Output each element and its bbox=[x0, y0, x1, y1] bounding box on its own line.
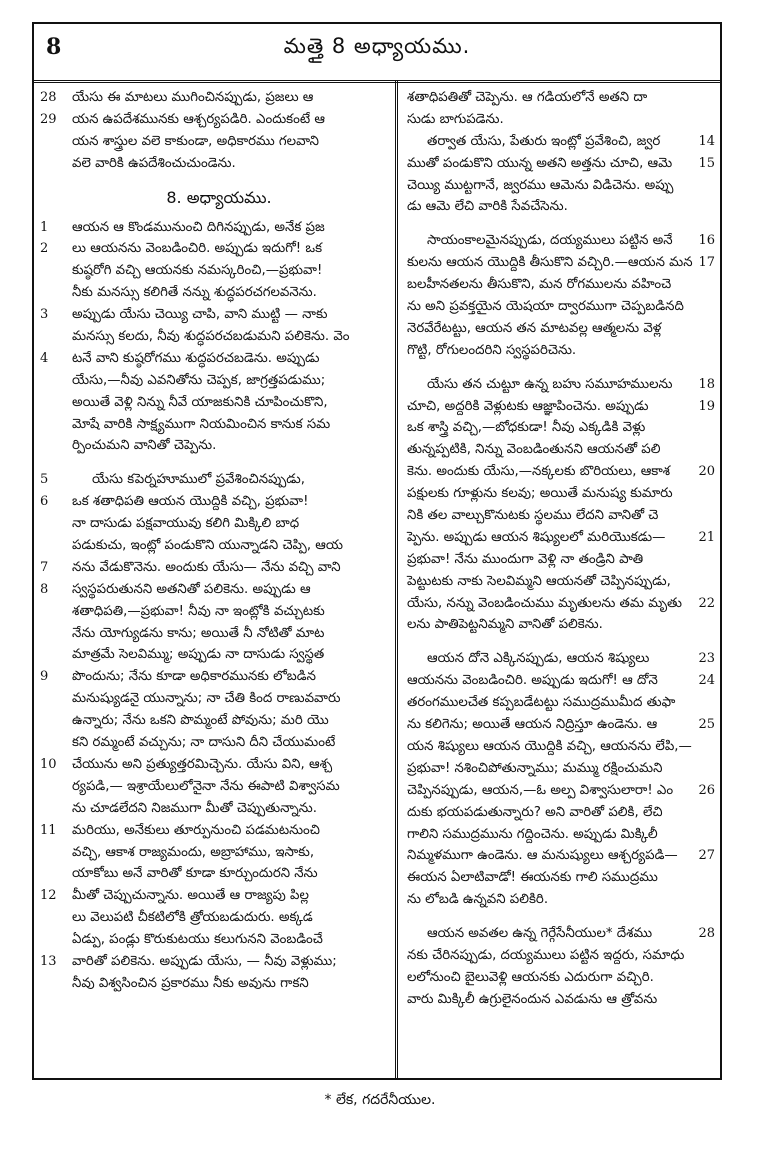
verse-line bbox=[407, 340, 715, 362]
verse-line bbox=[407, 802, 715, 824]
verse-line bbox=[407, 989, 715, 1011]
verse-line bbox=[407, 87, 715, 109]
verse-line bbox=[407, 196, 715, 218]
verse-line bbox=[50, 842, 388, 864]
verse-line bbox=[407, 417, 715, 439]
verse-line bbox=[50, 907, 388, 929]
verse-number: 7 bbox=[40, 559, 49, 575]
verse-number: 28 bbox=[40, 90, 57, 105]
verse-number: 17 bbox=[698, 255, 715, 271]
verse-line bbox=[50, 513, 388, 535]
verse-number: 15 bbox=[698, 155, 715, 171]
verse-text: టనే వాని కుష్ఠరోగము శుద్ధపరచబడెను. అప్పుడు bbox=[72, 350, 320, 366]
verse-text: ర్యపడి,— ఇశ్రాయేలులోనైనా నేను ఈపాటి విశ్వాసమ bbox=[72, 778, 340, 794]
verse-line bbox=[407, 824, 715, 846]
verse-line bbox=[40, 666, 388, 688]
verse-text: గాలిని సముద్రమును గద్దించెను. అప్పుడు మిక్కిలీ bbox=[407, 826, 658, 842]
verse-line bbox=[50, 370, 388, 392]
verse-line bbox=[50, 260, 388, 282]
left-column bbox=[40, 87, 388, 995]
verse-text: నేను యోగ్యుడను కాను; అయితే నీ నోటితో మాట bbox=[72, 625, 325, 641]
verse-line bbox=[50, 644, 388, 666]
verse-number: 8 bbox=[40, 581, 49, 597]
verse-text: ప్రభువా! నేను ముందుగా వెళ్లి నా తండ్రిని పాతి bbox=[407, 551, 644, 567]
verse-text: దుకు భయపడుతున్నారు? అని వారితో పలికి, లేచి bbox=[407, 804, 663, 820]
verse-number: 20 bbox=[698, 464, 715, 480]
verse-number: 23 bbox=[698, 651, 715, 667]
verse-text: చెప్పినప్పుడు, ఆయన,—ఓ అల్ప విశ్వాసులారా! ఎం bbox=[407, 782, 674, 798]
verse-line bbox=[407, 318, 715, 340]
verse-number: 11 bbox=[40, 822, 57, 838]
verse-line bbox=[407, 648, 715, 670]
verse-line bbox=[407, 692, 715, 714]
verse-text: చూచి, అద్దరికి వెళ్లుటకు ఆజ్ఞాపించెను. అప్పుడు bbox=[407, 398, 649, 414]
verse-text: పెట్టుటకు నాకు సెలవిమ్మని ఆయనతో చెప్పినప్పుడు, bbox=[407, 573, 671, 589]
verse-number: 14 bbox=[698, 133, 715, 149]
verse-line bbox=[407, 867, 715, 889]
verse-line bbox=[40, 469, 388, 491]
paragraph-gap bbox=[407, 636, 715, 648]
verse-line bbox=[40, 579, 388, 601]
verse-text: వారితో పలికెను. అప్పుడు యేసు, — నీవు వెళ్లుము; bbox=[72, 953, 337, 969]
verse-text: ఒక శాస్త్రి వచ్చి,—బోధకుడా! నీవు ఎక్కడికి వెళ్లు bbox=[407, 420, 646, 436]
verse-text: పక్షులకు గూళ్లును కలవు; అయితే మనుష్య కుమారు bbox=[407, 486, 673, 502]
verse-line bbox=[407, 396, 715, 418]
verse-number: 6 bbox=[40, 494, 49, 510]
verse-text: అప్పుడు యేసు చెయ్యి చాపి, వాని ముట్టి — నాకు bbox=[72, 307, 328, 323]
verse-line bbox=[407, 252, 715, 274]
verse-line bbox=[50, 798, 388, 820]
verse-line bbox=[50, 623, 388, 645]
verse-number: 27 bbox=[698, 848, 715, 864]
paragraph-gap bbox=[407, 362, 715, 374]
verse-line bbox=[407, 889, 715, 911]
verse-number: 16 bbox=[698, 233, 715, 249]
verse-line bbox=[40, 217, 388, 239]
verse-text: కులను ఆయన యొద్దికి తీసుకొని వచ్చిరి.—ఆయన మన bbox=[407, 255, 693, 271]
verse-text: యేసు కపెర్నహూములో ప్రవేశించినప్పుడు, bbox=[92, 472, 305, 488]
verse-line bbox=[50, 131, 388, 153]
verse-line bbox=[50, 710, 388, 732]
verse-text: పొందును; నేను కూడా అధికారమునకు లోబడిన bbox=[72, 669, 316, 685]
verse-text: గొట్టి, రోగులందరిని స్వస్థపరిచెను. bbox=[407, 342, 577, 358]
verse-text: మోషే వారికి సాక్ష్యముగా నియమించిన కానుక సమ bbox=[72, 416, 331, 432]
verse-text: సుడు బాగుపడెను. bbox=[407, 111, 504, 127]
paragraph-gap bbox=[407, 218, 715, 230]
verse-line bbox=[407, 296, 715, 318]
verse-text: ఆయనను వెంబడించిరి. అప్పుడు ఇదుగో! ఆ దోనె bbox=[407, 673, 658, 689]
verse-text: అయితే వెళ్లి నిన్ను నీవే యాజకునికి చూపించుకొని, bbox=[72, 394, 328, 410]
verse-text: నెరవేరేటట్టు, ఆయన తన మాటవల్ల ఆత్మలను వెళ్ల bbox=[407, 320, 662, 336]
verse-text: మీతో చెప్పుచున్నాను. అయితే ఆ రాజ్యపు పిల్ల bbox=[72, 888, 309, 904]
verse-line bbox=[50, 973, 388, 995]
verse-number: 29 bbox=[40, 111, 57, 127]
verse-text: మరియు, అనేకులు తూర్పునుంచి పడమటనుంచి bbox=[72, 822, 320, 838]
verse-line bbox=[407, 923, 715, 945]
verse-line bbox=[407, 131, 715, 153]
verse-line bbox=[407, 274, 715, 296]
verse-line bbox=[50, 392, 388, 414]
verse-number: 13 bbox=[40, 953, 57, 969]
verse-line bbox=[50, 535, 388, 557]
verse-number: 22 bbox=[698, 595, 715, 611]
verse-number: 28 bbox=[698, 926, 715, 942]
verse-text: లు ఆయనను వెంబడించిరి. అప్పుడు ఇదుగో! ఒక bbox=[72, 241, 323, 257]
verse-number: 21 bbox=[698, 529, 715, 545]
verse-line bbox=[40, 348, 388, 370]
verse-line bbox=[407, 736, 715, 758]
verse-text: ఒక శతాధిపతి ఆయన యొద్దికి వచ్చి, ప్రభువా! bbox=[72, 494, 309, 510]
verse-text: లలోనుంచి బైలువెళ్లి ఆయనకు ఎదురుగా వచ్చిరి. bbox=[407, 969, 654, 985]
paragraph-gap bbox=[50, 457, 388, 469]
verse-line bbox=[40, 238, 388, 260]
verse-text: డు ఆమె లేచి వారికి సేవచేసెను. bbox=[407, 199, 568, 215]
verse-line bbox=[407, 780, 715, 802]
verse-text: నికి తల వాల్చుకొనుటకు స్థలము లేదని వానితో చె bbox=[407, 508, 659, 524]
verse-text: వచ్చి, ఆకాశ రాజ్యమందు, అబ్రాహాము, ఇసాకు, bbox=[72, 844, 315, 860]
verse-text: నా దాసుడు పక్షవాయువు కలిగి మిక్కిలి బాధ bbox=[72, 516, 300, 532]
verse-text: స్వస్థపరుతునని అతనితో పలికెను. అప్పుడు ఆ bbox=[72, 581, 311, 597]
verse-text: ఉన్నారు; నేను ఒకని పొమ్మంటే పోవును; మరి యొ bbox=[72, 713, 329, 729]
verse-line bbox=[50, 732, 388, 754]
verse-text: తరంగములచేత కప్పబడేటట్టు సముద్రముమీద తుఫా bbox=[407, 695, 676, 711]
verse-line bbox=[40, 557, 388, 579]
verse-text: వలె వారికి ఉపదేశించుచుండెను. bbox=[72, 155, 236, 171]
verse-text: కని రమ్మంటే వచ్చును; నా దాసుని దీని చేయుమంటే bbox=[72, 735, 336, 751]
verse-text: యన శిష్యులు ఆయన యొద్దికి వచ్చి, ఆయనను లేపి,— bbox=[407, 738, 692, 754]
verse-line bbox=[407, 549, 715, 571]
verse-line bbox=[407, 527, 715, 549]
verse-line bbox=[407, 714, 715, 736]
verse-text: లు వెలుపటి చీకటిలోకి త్రోయబడుదురు. అక్కడ bbox=[72, 910, 313, 926]
verse-text: మనస్సు కలదు, నీవు శుద్ధపరచబడుమని పలికెను. వెం bbox=[72, 329, 350, 345]
verse-number: 1 bbox=[40, 219, 49, 235]
verse-number: 24 bbox=[698, 673, 715, 689]
verse-text: తర్వాత యేసు, పేతురు ఇంట్లో ప్రవేశించి, జ్వర bbox=[427, 133, 661, 149]
verse-text: ను కలిగెను; అయితే ఆయన నిద్రిస్తూ ఉండెను. ఆ bbox=[407, 717, 658, 733]
verse-line bbox=[50, 435, 388, 457]
verse-text: మనుష్యుడనై యున్నాను; నా చేతి కింద రాణువవారు bbox=[72, 691, 341, 707]
verse-text: శతాధిపతితో చెప్పెను. ఆ గడియలోనే అతని దా bbox=[407, 90, 648, 105]
verse-line bbox=[50, 326, 388, 348]
verse-line bbox=[407, 593, 715, 615]
column-divider bbox=[395, 80, 398, 1078]
verse-number: 10 bbox=[40, 756, 57, 772]
verse-text: కెను. అందుకు యేసు,—నక్కలకు బొరియలు, ఆకాశ bbox=[407, 464, 671, 480]
verse-line bbox=[407, 153, 715, 175]
verse-text: చెయ్యి ముట్టగానే, జ్వరము ఆమెను విడిచెను. అప్పు bbox=[407, 177, 674, 193]
verse-text: ను అని ప్రవక్తయైన యెషయా ద్వారముగా చెప్పబడినది bbox=[407, 299, 684, 315]
footnote: * లేక, గదరేనీయుల. bbox=[324, 1092, 436, 1108]
verse-text: ర్పించుమని వానితో చెప్పెను. bbox=[72, 438, 217, 454]
verse-text: కుష్ఠరోగి వచ్చి ఆయనకు నమస్కరించి,—ప్రభువా! bbox=[72, 263, 323, 279]
verse-text: తున్నప్పటికి, నిన్ను వెంబడింతునని ఆయనతో పలి bbox=[407, 442, 661, 458]
verse-text: ను లోబడి ఉన్నవని పలికిరి. bbox=[407, 892, 549, 908]
verse-text: యన శాస్త్రుల వలె కాకుండా, అధికారము గలవాని bbox=[72, 133, 319, 149]
verse-text: శతాధిపతి,—ప్రభువా! నీవు నా ఇంట్లోకి వచ్చుటకు bbox=[72, 603, 325, 619]
verse-line bbox=[407, 967, 715, 989]
verse-number: 12 bbox=[40, 888, 57, 904]
verse-text: యేసు,—నీవు ఎవనితోను చెప్పక, జాగ్రత్తపడుము; bbox=[72, 372, 326, 388]
verse-text: ముతో పండుకొని యున్న అతని అత్తను చూచి, ఆమె bbox=[407, 155, 673, 171]
verse-line bbox=[407, 571, 715, 593]
verse-line bbox=[50, 688, 388, 710]
verse-number: 9 bbox=[40, 669, 49, 685]
verse-text: ఏడ్పు, పండ్లు కొరుకుటయు కలుగునని వెంబడించే bbox=[72, 932, 323, 948]
verse-line bbox=[40, 885, 388, 907]
verse-line bbox=[40, 820, 388, 842]
verse-line bbox=[50, 863, 388, 885]
verse-number: 4 bbox=[40, 350, 49, 366]
page-frame bbox=[32, 22, 722, 1080]
verse-text: యేసు ఈ మాటలు ముగించినప్పుడు, ప్రజలు ఆ bbox=[72, 90, 314, 105]
verse-text: యేసు, నన్ను వెంబడించుము మృతులను తమ మృతు bbox=[407, 595, 683, 611]
right-column bbox=[407, 87, 715, 1011]
verse-line bbox=[407, 461, 715, 483]
verse-text: ఆయన దోనె ఎక్కినప్పుడు, ఆయన శిష్యులు bbox=[427, 651, 650, 667]
verse-line bbox=[50, 414, 388, 436]
verse-text: నిమ్మళముగా ఉండెను. ఆ మనుష్యులు ఆశ్చర్యపడి— bbox=[407, 848, 678, 864]
verse-line bbox=[50, 282, 388, 304]
verse-line bbox=[407, 230, 715, 252]
verse-text: వారు మిక్కిలీ ఉగ్రులైనందున ఎవడును ఆ త్రోవను bbox=[407, 991, 658, 1007]
verse-number: 18 bbox=[698, 376, 715, 392]
verse-text: ఆయన అవతల ఉన్న గెర్గేసేనీయుల* దేశము bbox=[427, 926, 653, 942]
verse-text: పడుకుచు, ఇంట్లో పండుకొని యున్నాడని చెప్పి, ఆయ bbox=[72, 538, 343, 554]
verse-text: ను చూడలేదని నిజముగా మీతో చెప్పుతున్నాను. bbox=[72, 800, 317, 816]
verse-text: నను వేడుకొనెను. అందుకు యేసు— నేను వచ్చి వాని bbox=[72, 559, 341, 575]
chapter-heading: 8. అధ్యాయము. bbox=[166, 187, 272, 207]
verse-line bbox=[50, 929, 388, 951]
page-number: 8 bbox=[46, 34, 62, 60]
verse-line bbox=[407, 374, 715, 396]
verse-line bbox=[40, 754, 388, 776]
page-header bbox=[34, 24, 720, 83]
verse-text: నీవు విశ్వసించిన ప్రకారము నీకు అవును గాకని bbox=[72, 975, 309, 991]
verse-line bbox=[40, 951, 388, 973]
verse-text: నకు చేరినప్పుడు, దయ్యములు పట్టిన ఇద్దరు, సమాధు bbox=[407, 947, 685, 963]
verse-line bbox=[40, 87, 388, 109]
verse-line bbox=[407, 109, 715, 131]
verse-line bbox=[40, 304, 388, 326]
verse-line bbox=[407, 505, 715, 527]
verse-number: 5 bbox=[40, 472, 49, 488]
verse-text: యాకోబు అనే వారితో కూడా కూర్చుందురని నేను bbox=[72, 866, 318, 882]
verse-line bbox=[407, 483, 715, 505]
verse-text: యన ఉపదేశమునకు ఆశ్చర్యపడిరి. ఎందుకంటే ఆ bbox=[72, 111, 325, 127]
verse-line bbox=[40, 109, 388, 131]
verse-text: ఆయన ఆ కొండమునుంచి దిగినప్పుడు, అనేక ప్రజ bbox=[72, 219, 325, 235]
verse-text: ప్రభువా! నశించిపోతున్నాము; మమ్ము రక్షించుమని bbox=[407, 760, 663, 776]
paragraph-gap bbox=[407, 911, 715, 923]
verse-text: మాత్రమే సెలవిమ్ము; అప్పుడు నా దాసుడు స్వస్థత bbox=[72, 647, 325, 663]
verse-line bbox=[407, 945, 715, 967]
running-head: మత్తై 8 అధ్యాయము. bbox=[283, 34, 471, 58]
verse-text: నీకు మనస్సు కలిగితే నన్ను శుద్ధపరచగలవనెను. bbox=[72, 285, 317, 301]
verse-line bbox=[407, 670, 715, 692]
verse-line bbox=[407, 758, 715, 780]
verse-text: చేయును అని ప్రత్యుత్తరమిచ్చెను. యేసు విని, ఆశ్చ bbox=[72, 756, 333, 772]
verse-number: 25 bbox=[698, 717, 715, 733]
verse-number: 19 bbox=[698, 398, 715, 414]
verse-line bbox=[407, 175, 715, 197]
verse-text: లను పాతిపెట్టనిమ్మని వానితో పలికెను. bbox=[407, 617, 603, 633]
verse-line bbox=[50, 601, 388, 623]
verse-line bbox=[407, 439, 715, 461]
verse-line bbox=[407, 845, 715, 867]
verse-number: 26 bbox=[698, 782, 715, 798]
verse-text: ప్పెను. అప్పుడు ఆయన శిష్యులలో మరియొకడు— bbox=[407, 529, 666, 545]
verse-line bbox=[407, 614, 715, 636]
verse-text: బలహీనతలను తీసుకొని, మన రోగములను వహించె bbox=[407, 277, 672, 293]
verse-number: 3 bbox=[40, 307, 49, 323]
verse-line bbox=[50, 776, 388, 798]
verse-text: యేసు తన చుట్టూ ఉన్న బహు సమూహములను bbox=[427, 376, 673, 392]
verse-text: సాయంకాలమైనప్పుడు, దయ్యములు పట్టిన అనే bbox=[427, 233, 673, 249]
verse-text: ఈయన ఏలాటివాడో! ఈయనకు గాలి సముద్రము bbox=[407, 870, 658, 886]
verse-number: 2 bbox=[40, 241, 49, 257]
verse-line bbox=[40, 491, 388, 513]
verse-line bbox=[50, 153, 388, 175]
